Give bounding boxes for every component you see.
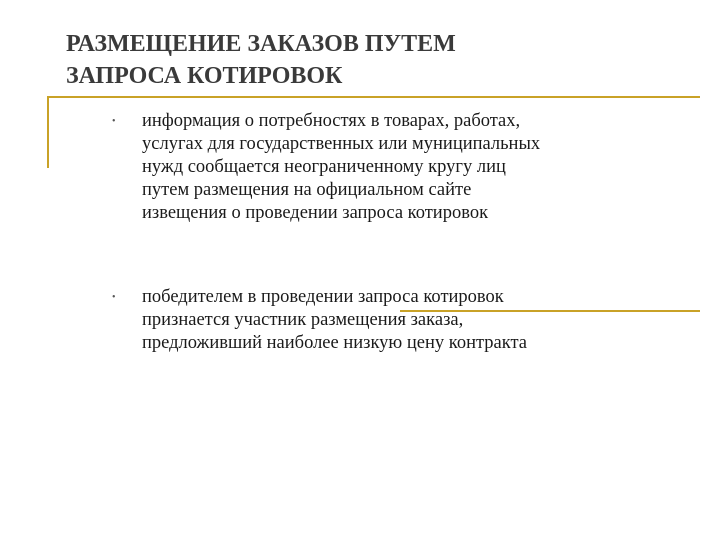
bullet-list — [110, 110, 670, 355]
bullet-text-line: победителем в проведении запроса котировок — [142, 287, 504, 307]
bullet-text-line: нужд сообщается неограниченному кругу лиц — [142, 157, 506, 177]
bullet-text-line: признается участник размещения заказа, — [142, 310, 464, 330]
slide-title-line-1: РАЗМЕЩЕНИЕ ЗАКАЗОВ ПУТЕМ — [66, 31, 456, 57]
left-accent-rule — [47, 96, 49, 168]
slide-title — [66, 28, 666, 92]
title-underline-rule — [48, 96, 700, 98]
bullet-dot-icon: • — [112, 116, 116, 127]
bullet-dot-icon: • — [112, 292, 116, 303]
bullet-item — [110, 110, 670, 225]
slide-title-line-2: ЗАПРОСА КОТИРОВОК — [66, 63, 343, 89]
bullet-item — [110, 286, 670, 355]
bullet-text-line: информация о потребностях в товарах, работах, — [142, 111, 521, 131]
bullet-text-line: предложивший наиболее низкую цену контракта — [142, 333, 528, 353]
bullet-text-line: услугах для государственных или муниципальных — [142, 134, 541, 154]
bullet-text-line: извещения о проведении запроса котировок — [142, 203, 489, 223]
bullet-text-line: путем размещения на официальном сайте — [142, 180, 472, 200]
